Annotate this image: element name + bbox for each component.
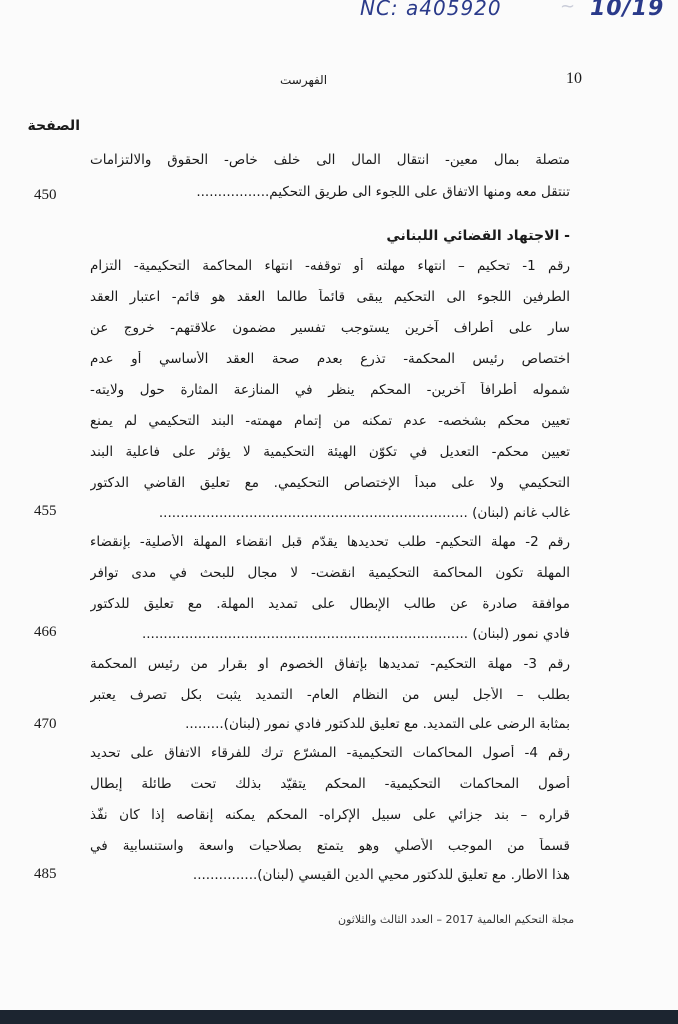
entry-2-page-number: 466 (34, 624, 57, 640)
entry-4-line-2: أصول المحاكمات التحكيمية- المحكم يتقيّد بذلك تحت طائلة إبطال (90, 776, 570, 792)
entry-1-line-4: اختصاص رئيس المحكمة- تذرع بعدم صحة العقد الأساسي أو عدم (90, 351, 570, 367)
entry-4-line-3: قراره – بند جزائي على سبيل الإكراه- المحكم يمكنه إنقاصه إذا كان نفّذ (90, 807, 570, 823)
entry-1-line-3: سار على أطراف آخرين يستوجب تفسير مضمون علاقتهم- خروج عن (90, 320, 570, 336)
section-heading: - الاجتهاد القضائي اللبناني (386, 228, 570, 244)
entry-4-line-1: رقم 4- أصول المحاكمات التحكيمية- المشرّع ترك للفرقاء الاتفاق على تحديد (90, 745, 570, 761)
entry-2-line-1: رقم 2- مهلة التحكيم- طلب تحديدها يقدّم قبل انقضاء المهلة الأصلية- بإنقضاء (90, 534, 570, 550)
entry-3-line-1: رقم 3- مهلة التحكيم- تمديدها بإتفاق الخصوم او بقرار من رئيس المحكمة (90, 656, 570, 672)
faint-stamp-text: ~ (560, 0, 577, 17)
page-footer: مجلة التحكيم العالمية 2017 – العدد الثالث والثلاثون (338, 913, 575, 926)
entry-1-page-number: 455 (34, 503, 57, 519)
handwritten-code: NC: a405920 (360, 0, 502, 20)
entry-1-line-9: غالب غانم (لبنان) ........................................................................ (158, 505, 570, 521)
handwritten-number: 10/19 (590, 0, 665, 21)
handwritten-annotation (360, 0, 670, 26)
intro-line-1: متصلة بمال معين- انتقال المال الى خلف خاص- الحقوق والالتزامات (90, 152, 570, 168)
scan-edge (0, 1010, 678, 1024)
entry-1-line-5: شموله أطرافاً آخرين- المحكم ينظر في المنازعة المثارة حول ولايته- (90, 382, 570, 398)
entry-1-line-6: تعيين محكم بشخصه- عدم تمكنه من إتمام مهمته- البند التحكيمي لم يمنع (90, 413, 570, 429)
page-column-heading: الصفحة (27, 118, 80, 134)
running-title: الفهرست (280, 73, 328, 87)
entry-2-line-4: فادي نمور (لبنان) ............................................................................ (141, 626, 570, 642)
entry-1-line-8: التحكيمي ولا على مبدأ الإختصاص التحكيمي. مع تعليق القاضي الدكتور (90, 475, 570, 491)
entry-4-page-number: 485 (34, 866, 57, 882)
entry-1-line-2: الطرفين اللجوء الى التحكيم يبقى قائماً طالما العقد هو قائم- اعتبار العقد (90, 289, 570, 305)
intro-line-2: تنتقل معه ومنها الاتفاق على اللجوء الى طريق التحكيم................. (196, 184, 570, 200)
entry-2-line-2: المهلة تكون المحاكمة التحكيمية انقضت- لا مجال للبحث في مدى توافر (90, 565, 570, 581)
intro-page-number: 450 (34, 187, 57, 203)
entry-1-line-7: تعيين محكم- التعديل في تكوّن الهيئة التحكيمية لا يؤثر على فاعلية البند (90, 444, 570, 460)
entry-2-line-3: موافقة صادرة عن طالب الإبطال على تمديد المهلة. مع تعليق للدكتور (90, 596, 570, 612)
entry-3-page-number: 470 (34, 716, 57, 732)
entry-4-line-4: قسماً من الموجب الأصلي وهو يتمتع بصلاحيات واسعة واستنسابية في (90, 838, 570, 854)
entry-4-line-5: هذا الاطار. مع تعليق للدكتور محيي الدين القيسي (لبنان)............... (192, 867, 570, 883)
entry-3-line-3: بمثابة الرضى على التمديد. مع تعليق للدكتور فادي نمور (لبنان)......... (185, 716, 570, 732)
entry-1-line-1: رقم 1- تحكيم – انتهاء مهلته أو توقفه- انتهاء المحاكمة التحكيمية- التزام (90, 258, 570, 274)
page-number: 10 (566, 70, 582, 87)
entry-3-line-2: بطلب – الأجل ليس من النظام العام- التمديد يثبت بكل تصرف يعتبر (90, 687, 570, 703)
